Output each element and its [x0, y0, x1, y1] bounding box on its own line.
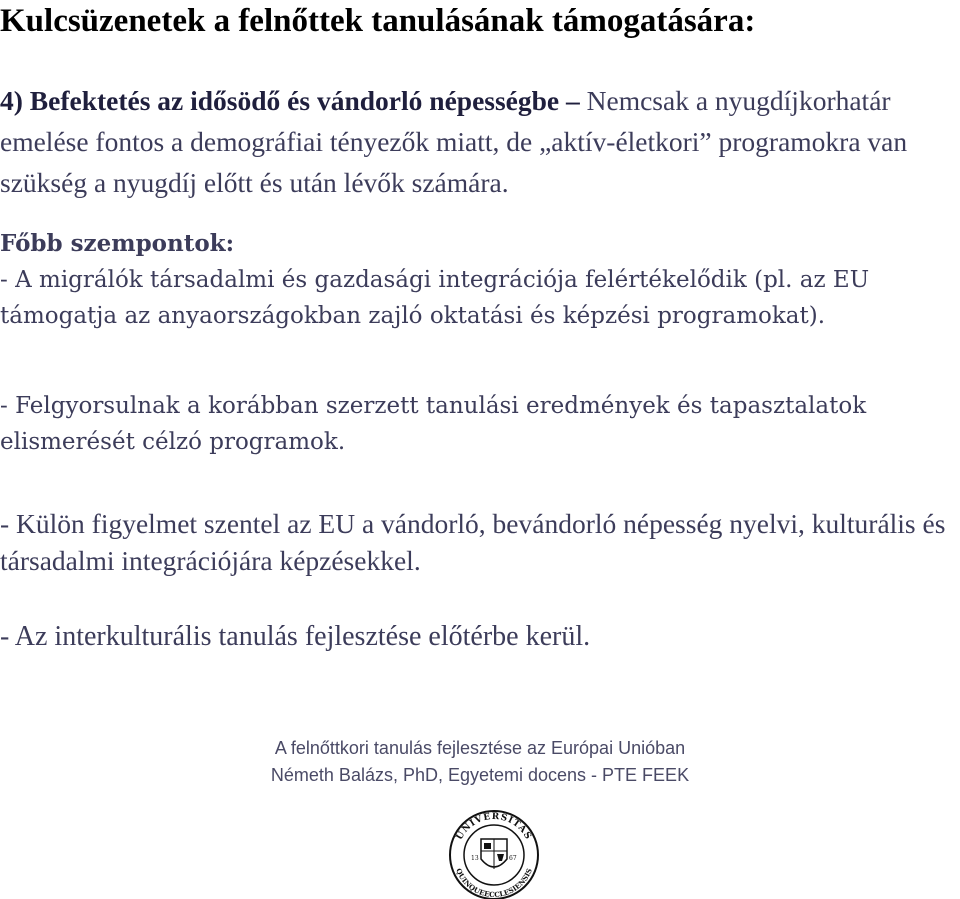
point-prior-learning: - Felgyorsulnak a korábban szerzett tanulási eredmények és tapasztalatok elismerését célzó programok. — [0, 393, 867, 455]
footer-author: Németh Balázs, PhD, Egyetemi docens - PTE FEEK — [270, 765, 690, 785]
point-language-integration-block — [0, 505, 958, 579]
seal-bottom-text: QUINQUEECCLESIENSIS — [454, 866, 534, 899]
point-intercultural: - Az interkulturális tanulás fejlesztése előtérbe kerül. — [0, 621, 591, 652]
seal-year-right: 67 — [509, 855, 517, 862]
lead-text: Nemcsak a nyugdíjkorhatár emelése fontos a demográfiai tényezők miatt, de „aktív-életkori” programokra van szükség a nyugdíj előtt és után lévők számára. — [0, 85, 908, 198]
footer-title: A felnőttkori tanulás fejlesztése az Európai Unióban — [274, 738, 686, 758]
key-points-section — [0, 226, 958, 334]
lead-paragraph — [0, 80, 958, 203]
slide-title: Kulcsüzenetek a felnőttek tanulásának támogatására: — [0, 3, 756, 39]
point-intercultural-block — [0, 618, 958, 656]
university-seal-icon — [441, 805, 547, 899]
point-migrant-integration: - A migrálók társadalmi és gazdasági integrációja felértékelődik (pl. az EU támogatja az anyaországokban zajló oktatási és képzési programokat). — [0, 267, 870, 329]
seal-top-text: UNIVERSITAS — [454, 811, 534, 842]
point-language-integration: - Külön figyelmet szentel az EU a vándorló, bevándorló népesség nyelvi, kulturális és társadalmi integrációjára képzésekkel. — [0, 508, 946, 576]
sub-heading: Főbb szempontok: — [0, 230, 235, 257]
lead-heading: 4) Befektetés az idősödő és vándorló népességbe – — [0, 85, 580, 116]
seal-year-left: 13 — [471, 855, 479, 862]
point-prior-learning-block — [0, 388, 958, 460]
